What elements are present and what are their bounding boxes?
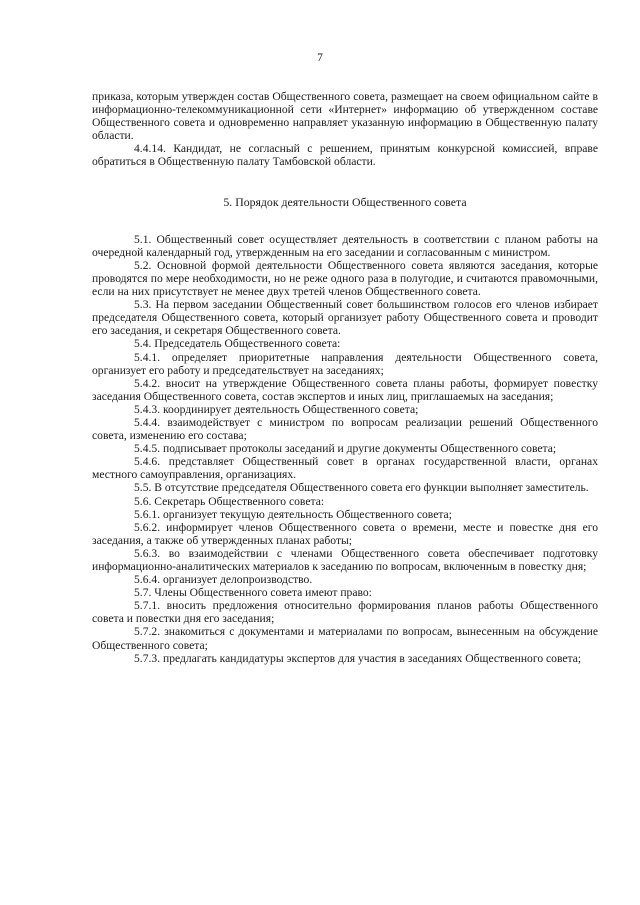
paragraph-5-7: 5.7. Члены Общественного совета имеют право: (134, 586, 372, 600)
paragraph-5-4: 5.4. Председатель Общественного совета: (134, 337, 341, 351)
paragraph-5-4-2: 5.4.2. вносит на утверждение Общественного совета планы работы, формирует повестку заседания Общественного совета, состав экспертов и иных лиц, приглашаемых на заседания; (92, 376, 598, 403)
paragraph-5-7-1: 5.7.1. вносить предложения относительно формирования планов работы Общественного совета и повестки дня его заседания; (92, 599, 598, 626)
paragraph-5-4-6: 5.4.6. представляет Общественный совет в органах государственной власти, органах местного самоуправления, организациях. (92, 455, 598, 482)
paragraph-5-6-4: 5.6.4. организует делопроизводство. (134, 573, 313, 587)
page-number: 7 (317, 52, 323, 64)
paragraph-5-6-1: 5.6.1. организует текущую деятельность Общественного совета; (134, 507, 452, 521)
paragraph-5-7-2: 5.7.2. знакомиться с документами и материалами по вопросам, вынесенным на обсуждение Общественного совета; (92, 625, 598, 652)
paragraph-5-6-2: 5.6.2. информирует членов Общественного совета о времени, месте и повестке дня его заседания, а также об утвержденных планах работы; (92, 520, 598, 547)
paragraph-5-5: 5.5. В отсутствие председателя Общественного совета его функции выполняет заместитель. (134, 481, 589, 495)
paragraph-5-4-3: 5.4.3. координирует деятельность Общественного совета; (134, 402, 419, 416)
paragraph-5-4-1: 5.4.1. определяет приоритетные направления деятельности Общественного совета, организует его работу и председательствует на заседаниях; (92, 350, 598, 377)
paragraph-4-4-14: 4.4.14. Кандидат, не согласный с решением, принятым конкурсной комиссией, вправе обратиться в Общественную палату Тамбовской области. (92, 142, 598, 169)
paragraph-5-7-3: 5.7.3. предлагать кандидатуры экспертов для участия в заседаниях Общественного совета; (134, 651, 582, 665)
paragraph-5-6: 5.6. Секретарь Общественного совета: (134, 494, 325, 508)
document-body (92, 90, 598, 665)
paragraph-5-1: 5.1. Общественный совет осуществляет деятельность в соответствии с планом работы на очередной календарный год, утвержденным на его заседании и согласованным с министром. (92, 232, 598, 259)
paragraph-5-6-3: 5.6.3. во взаимодействии с членами Общественного совета обеспечивает подготовку информационно-аналитических материалов к заседанию по вопросам, включенным в повестку дня; (92, 546, 598, 573)
paragraph-continuation: приказа, которым утвержден состав Общественного совета, размещает на своем официальном сайте в информационно-телекоммуникационной сети «Интернет» информацию об утвержденном составе Общественного совета и одновременно направляет указанную информацию в Общественную палату области. (92, 90, 598, 143)
paragraph-5-2: 5.2. Основной формой деятельности Общественного совета являются заседания, которые проводятся по мере необходимости, но не реже одного раза в полугодие, и считаются правомочными, если на них присутствует не менее двух третей членов Общественного совета. (92, 258, 598, 299)
section-title: 5. Порядок деятельности Общественного совета (223, 194, 467, 209)
paragraph-5-4-5: 5.4.5. подписывает протоколы заседаний и другие документы Общественного совета; (134, 442, 557, 456)
paragraph-5-3: 5.3. На первом заседании Общественный совет большинством голосов его членов избирает председателя Общественного совета, который организует работу Общественного совета и проводит его заседания, и секретаря Общественного совета. (92, 298, 598, 338)
paragraph-5-4-4: 5.4.4. взаимодействует с министром по вопросам реализации решений Общественного совета, изменению его состава; (92, 415, 598, 443)
